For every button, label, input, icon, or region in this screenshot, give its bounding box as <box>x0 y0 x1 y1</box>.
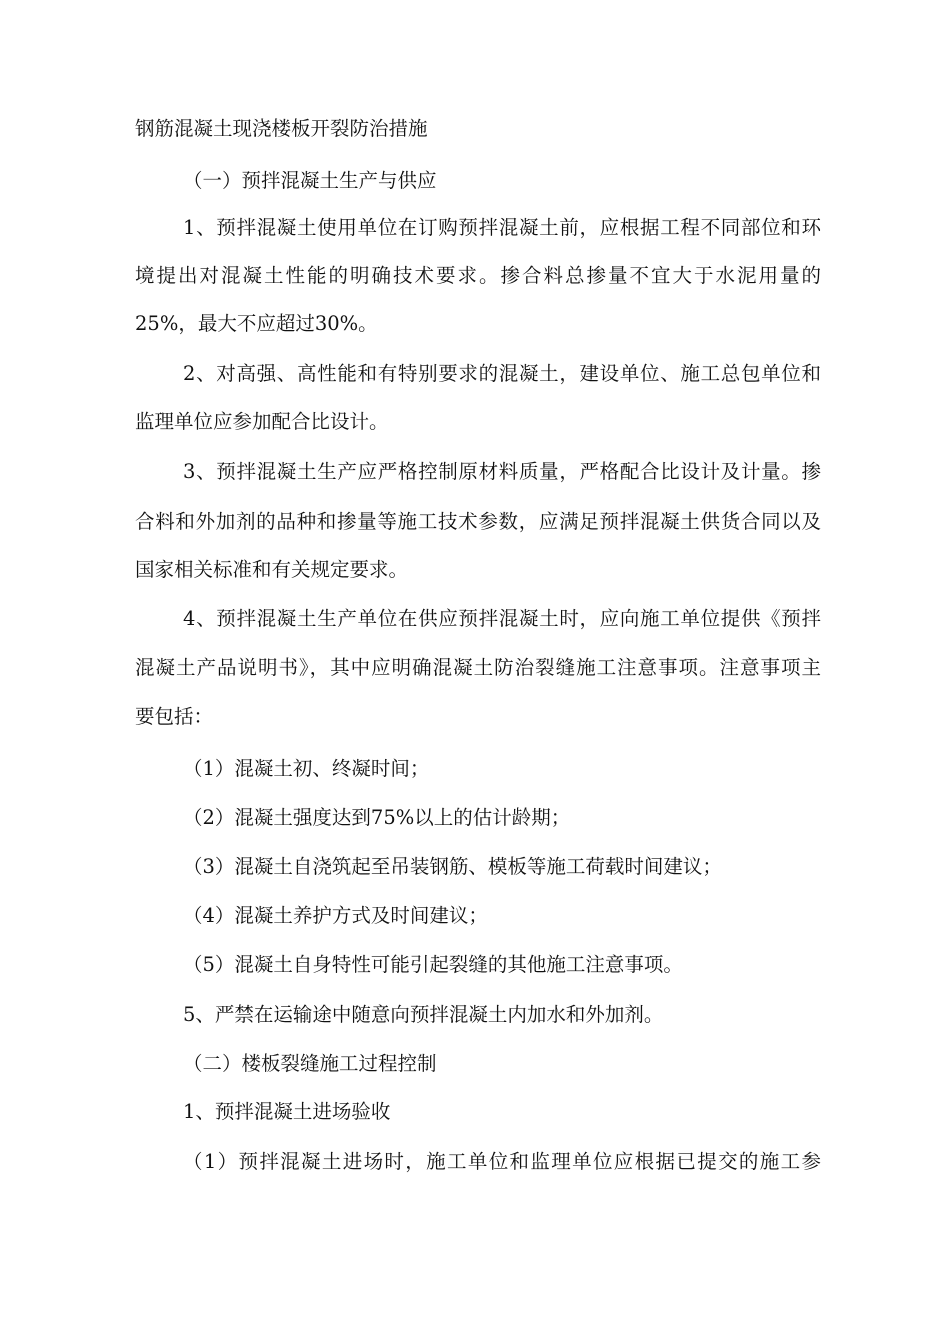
list-item-1: （1）混凝土初、终凝时间； <box>183 757 430 780</box>
document-title: 钢筋混凝土现浇楼板开裂防治措施 <box>135 117 428 140</box>
subsection-heading-1: 1、预拌混凝土进场验收 <box>183 1100 391 1123</box>
paragraph-1-line-3: 25%，最大不应超过30%。 <box>135 312 378 335</box>
section-heading-2: （二）楼板裂缝施工过程控制 <box>183 1052 437 1075</box>
paragraph-4-line-1: 4、预拌混凝土生产单位在供应预拌混凝土时，应向施工单位提供《预拌 <box>183 607 821 630</box>
paragraph-1-line-1: 1、预拌混凝土使用单位在订购预拌混凝土前，应根据工程不同部位和环 <box>183 216 821 239</box>
paragraph-1-line-2: 境提出对混凝土性能的明确技术要求。掺合料总掺量不宜大于水泥用量的 <box>135 264 821 287</box>
subsection-item-1-line-1: （1）预拌混凝土进场时，施工单位和监理单位应根据已提交的施工参 <box>183 1150 821 1173</box>
paragraph-3-line-1: 3、预拌混凝土生产应严格控制原材料质量，严格配合比设计及计量。掺 <box>183 460 821 483</box>
list-item-5: （5）混凝土自身特性可能引起裂缝的其他施工注意事项。 <box>183 953 683 976</box>
paragraph-2-line-1: 2、对高强、高性能和有特别要求的混凝土，建设单位、施工总包单位和 <box>183 362 821 385</box>
paragraph-3-line-3: 国家相关标准和有关规定要求。 <box>135 558 409 581</box>
list-item-4: （4）混凝土养护方式及时间建议； <box>183 904 488 927</box>
paragraph-4-line-2: 混凝土产品说明书》，其中应明确混凝土防治裂缝施工注意事项。注意事项主 <box>135 656 821 679</box>
list-item-2: （2）混凝土强度达到75%以上的估计龄期； <box>183 806 571 829</box>
list-item-3: （3）混凝土自浇筑起至吊装钢筋、模板等施工荷载时间建议； <box>183 855 722 878</box>
paragraph-2-line-2: 监理单位应参加配合比设计。 <box>135 410 389 433</box>
paragraph-4-line-3: 要包括： <box>135 705 214 728</box>
paragraph-3-line-2: 合料和外加剂的品种和掺量等施工技术参数，应满足预拌混凝土供货合同以及 <box>135 510 821 533</box>
section-heading-1: （一）预拌混凝土生产与供应 <box>183 169 437 192</box>
paragraph-5: 5、严禁在运输途中随意向预拌混凝土内加水和外加剂。 <box>183 1003 664 1026</box>
